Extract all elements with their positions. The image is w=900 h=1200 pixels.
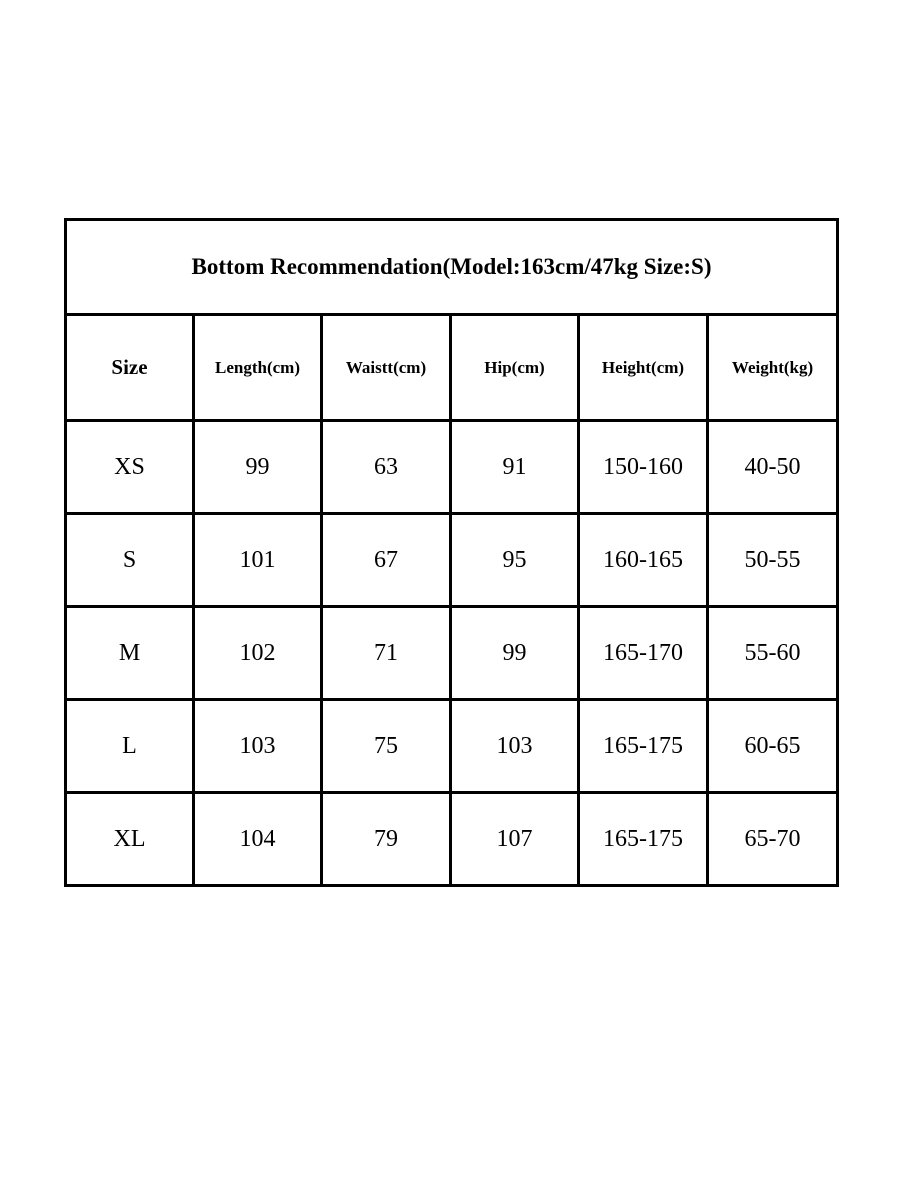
cell-waist: 75 bbox=[322, 700, 451, 793]
cell-waist: 71 bbox=[322, 607, 451, 700]
cell-hip: 91 bbox=[451, 421, 579, 514]
cell-weight: 60-65 bbox=[708, 700, 838, 793]
cell-hip: 95 bbox=[451, 514, 579, 607]
cell-length: 103 bbox=[194, 700, 322, 793]
cell-weight: 55-60 bbox=[708, 607, 838, 700]
header-waist: Waistt(cm) bbox=[322, 315, 451, 421]
cell-height: 160-165 bbox=[579, 514, 708, 607]
cell-height: 165-175 bbox=[579, 793, 708, 886]
table-row bbox=[66, 700, 838, 793]
cell-weight: 65-70 bbox=[708, 793, 838, 886]
header-row bbox=[66, 315, 838, 421]
header-length: Length(cm) bbox=[194, 315, 322, 421]
table-row bbox=[66, 793, 838, 886]
cell-size: S bbox=[66, 514, 194, 607]
cell-length: 99 bbox=[194, 421, 322, 514]
cell-waist: 63 bbox=[322, 421, 451, 514]
cell-height: 165-175 bbox=[579, 700, 708, 793]
cell-size: L bbox=[66, 700, 194, 793]
cell-height: 150-160 bbox=[579, 421, 708, 514]
cell-weight: 50-55 bbox=[708, 514, 838, 607]
cell-height: 165-170 bbox=[579, 607, 708, 700]
cell-length: 102 bbox=[194, 607, 322, 700]
title-row bbox=[66, 220, 838, 315]
cell-size: XL bbox=[66, 793, 194, 886]
header-hip: Hip(cm) bbox=[451, 315, 579, 421]
header-weight: Weight(kg) bbox=[708, 315, 838, 421]
cell-size: XS bbox=[66, 421, 194, 514]
table-title: Bottom Recommendation(Model:163cm/47kg Size:S) bbox=[66, 220, 838, 315]
table-row bbox=[66, 421, 838, 514]
table-row bbox=[66, 607, 838, 700]
header-size: Size bbox=[66, 315, 194, 421]
cell-hip: 99 bbox=[451, 607, 579, 700]
table-row bbox=[66, 514, 838, 607]
cell-hip: 107 bbox=[451, 793, 579, 886]
cell-weight: 40-50 bbox=[708, 421, 838, 514]
cell-waist: 79 bbox=[322, 793, 451, 886]
header-height: Height(cm) bbox=[579, 315, 708, 421]
cell-waist: 67 bbox=[322, 514, 451, 607]
size-chart-table bbox=[64, 218, 839, 887]
cell-hip: 103 bbox=[451, 700, 579, 793]
cell-length: 101 bbox=[194, 514, 322, 607]
cell-length: 104 bbox=[194, 793, 322, 886]
cell-size: M bbox=[66, 607, 194, 700]
